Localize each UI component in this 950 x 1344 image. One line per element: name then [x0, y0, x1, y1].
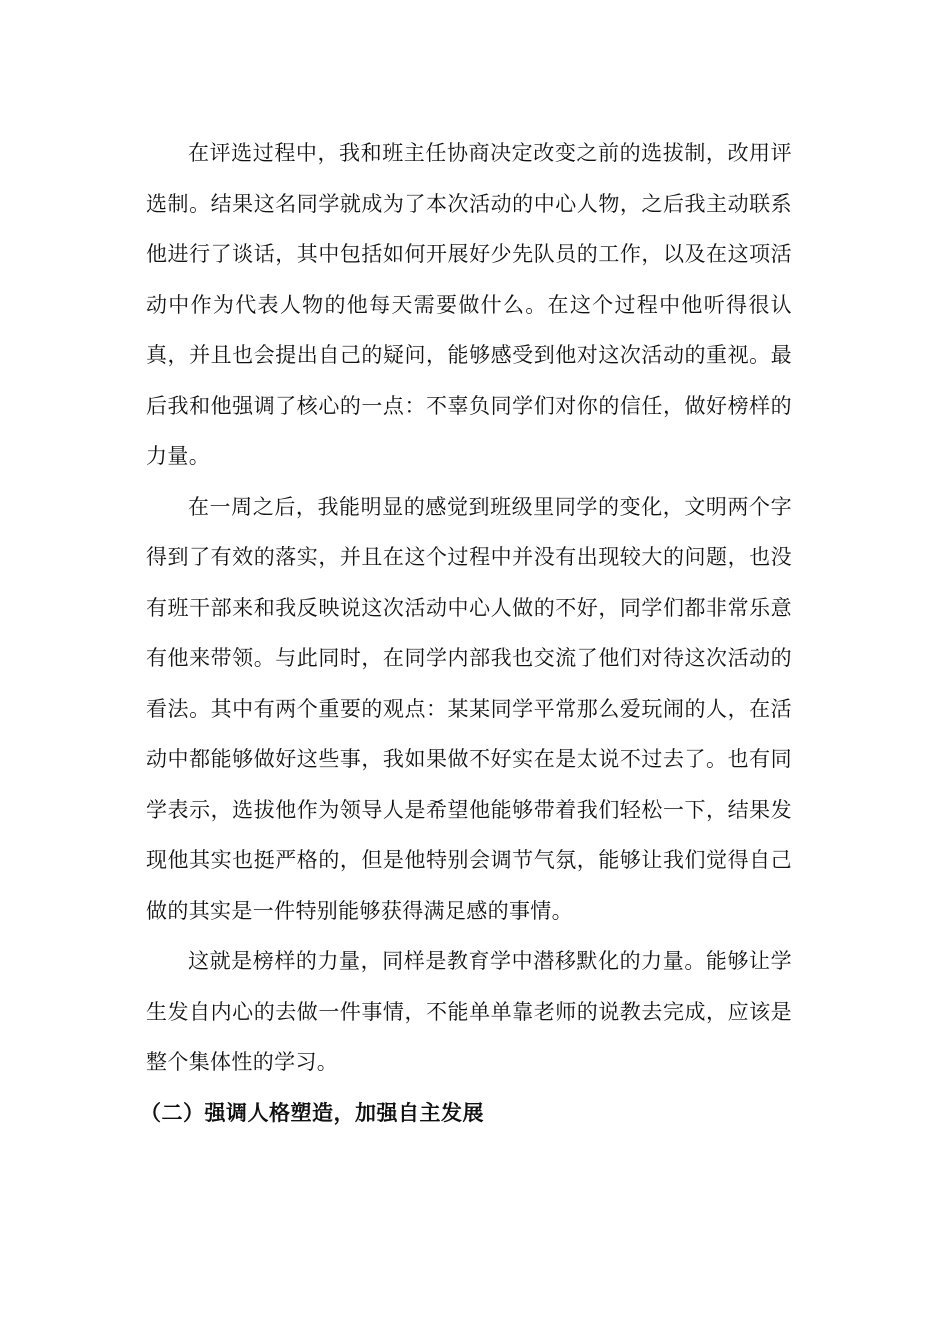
section-heading: （二）强调人格塑造，加强自主发展 — [140, 1100, 484, 1125]
paragraph-3: 这就是榜样的力量，同样是教育学中潜移默化的力量。能够让学生发自内心的去做一件事情，不能单单靠老师的说教去完成，应该是整个集体性的学习。 — [146, 949, 792, 1074]
paragraph-2: 在一周之后，我能明显的感觉到班级里同学的变化，文明两个字得到了有效的落实，并且在这个过程中并没有出现较大的问题，也没有班干部来和我反映说这次活动中心人做的不好，同学们都非常乐意有他来带领。与此同时，在同学内部我也交流了他们对待这次活动的看法。其中有两个重要的观点：某某同学平常那么爱玩闹的人，在活动中都能够做好这些事，我如果做不好实在是太说不过去了。也有同学表示，选拔他作为领导人是希望他能够带着我们轻松一下，结果发现他其实也挺严格的，但是他特别会调节气氛，能够让我们觉得自己做的其实是一件特别能够获得满足感的事情。 — [146, 494, 792, 923]
document-body — [140, 128, 792, 1138]
paragraph-1: 在评选过程中，我和班主任协商决定改变之前的选拔制，改用评选制。结果这名同学就成为了本次活动的中心人物，之后我主动联系他进行了谈话，其中包括如何开展好少先队员的工作，以及在这项活动中作为代表人物的他每天需要做什么。在这个过程中他听得很认真，并且也会提出自己的疑问，能够感受到他对这次活动的重视。最后我和他强调了核心的一点：不辜负同学们对你的信任，做好榜样的力量。 — [146, 141, 792, 468]
